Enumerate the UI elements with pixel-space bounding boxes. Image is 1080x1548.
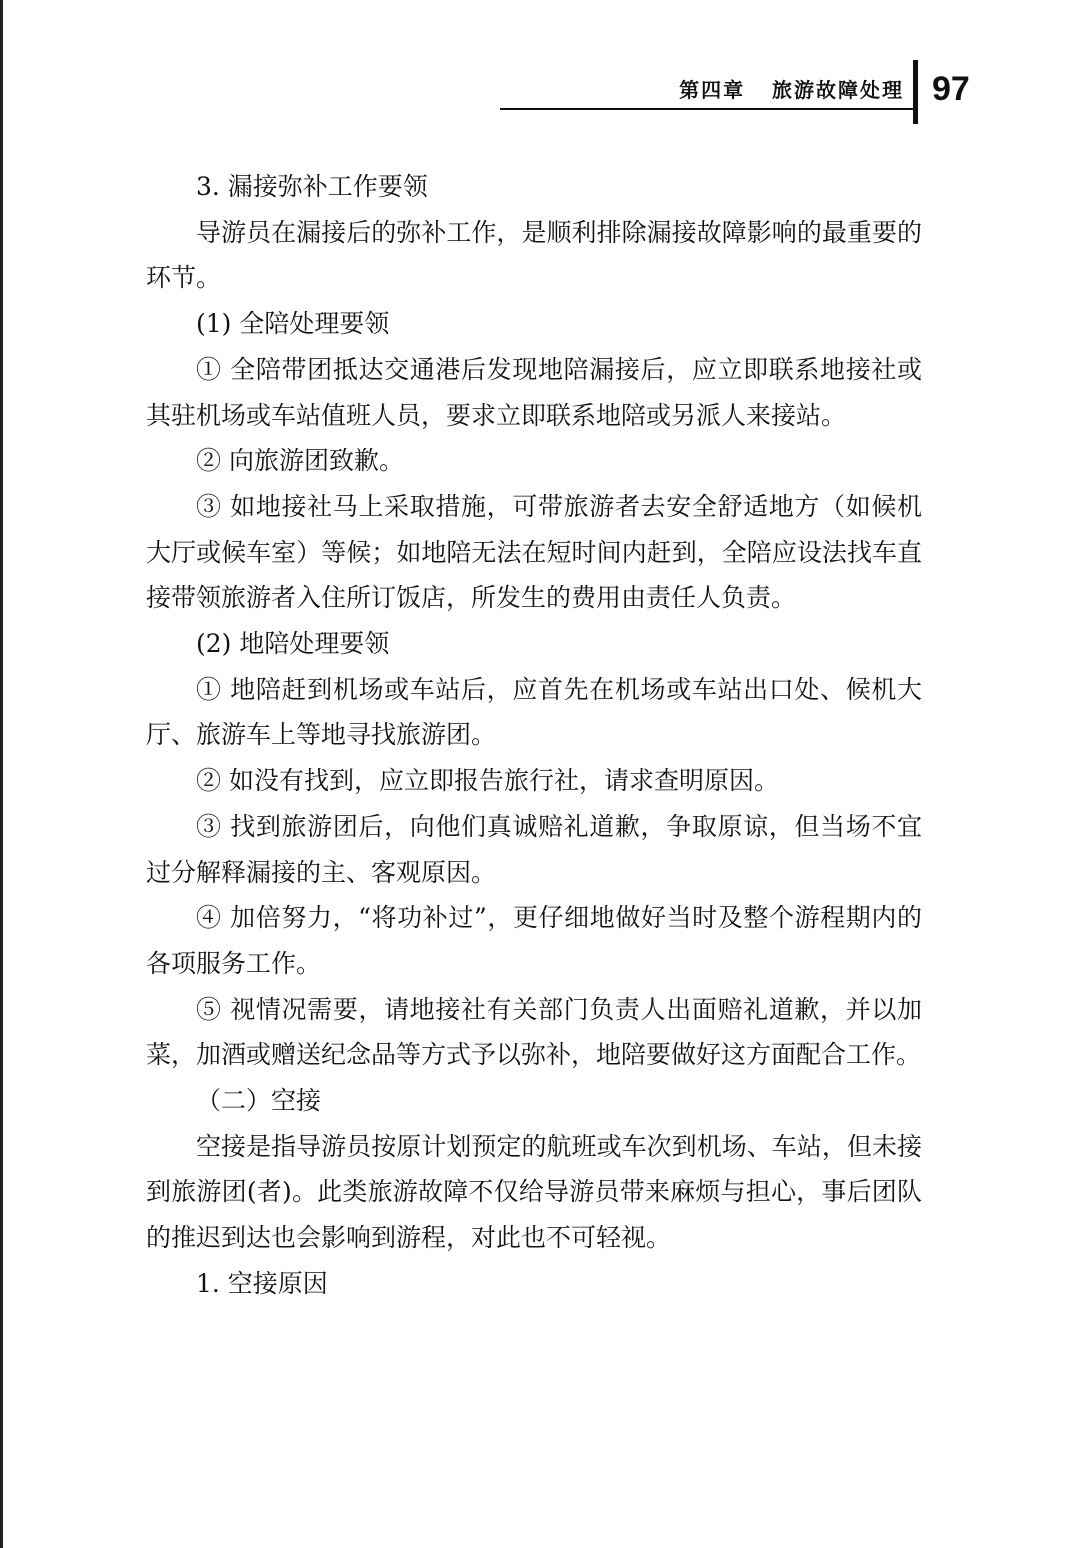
list-item: ④ 加倍努力，“将功补过”，更仔细地做好当时及整个游程期内的各项服务工作。 xyxy=(146,903,922,978)
page-body xyxy=(146,164,922,1307)
section-heading-causes: 1. 空接原因 xyxy=(196,1268,328,1298)
running-header xyxy=(500,68,918,110)
list-item: ② 向旅游团致歉。 xyxy=(196,446,404,476)
list-item: ① 地陪赶到机场或车站后，应首先在机场或车站出口处、候机大厅、旅游车上等地寻找旅游团。 xyxy=(146,674,922,750)
chapter-title: 第四章 旅游故障处理 xyxy=(679,78,904,102)
page-number: 97 xyxy=(932,70,970,108)
subsection-heading-escort: (1) 全陪处理要领 xyxy=(196,309,390,339)
page-left-edge xyxy=(0,0,3,1548)
paragraph: 导游员在漏接后的弥补工作，是顺利排除漏接故障影响的最重要的环节。 xyxy=(146,217,922,293)
list-item: ⑤ 视情况需要，请地接社有关部门负责人出面赔礼道歉，并以加菜，加酒或赠送纪念品等方式予以弥补，地陪要做好这方面配合工作。 xyxy=(146,994,922,1070)
list-item: ② 如没有找到，应立即报告旅行社，请求查明原因。 xyxy=(196,766,779,796)
list-item: ③ 如地接社马上采取措施，可带旅游者去安全舒适地方（如候机大厅或候车室）等候；如地陪无法在短时间内赶到，全陪应设法找车直接带领旅游者入住所订饭店，所发生的费用由责任人负责。 xyxy=(146,491,922,613)
section-heading-empty-pickup: （二）空接 xyxy=(196,1086,322,1116)
list-item: ① 全陪带团抵达交通港后发现地陪漏接后，应立即联系地接社或其驻机场或车站值班人员，要求立即联系地陪或另派人来接站。 xyxy=(146,354,922,430)
list-item: ③ 找到旅游团后，向他们真诚赔礼道歉，争取原谅，但当场不宜过分解释漏接的主、客观原因。 xyxy=(146,811,922,887)
subsection-heading-local-guide: (2) 地陪处理要领 xyxy=(196,629,390,659)
paragraph: 空接是指导游员按原计划预定的航班或车次到机场、车站，但未接到旅游团(者)。此类旅游故障不仅给导游员带来麻烦与担心，事后团队的推迟到达也会影响到游程，对此也不可轻视。 xyxy=(146,1131,922,1253)
header-vertical-rule xyxy=(913,60,918,124)
section-heading-3: 3. 漏接弥补工作要领 xyxy=(196,172,428,201)
